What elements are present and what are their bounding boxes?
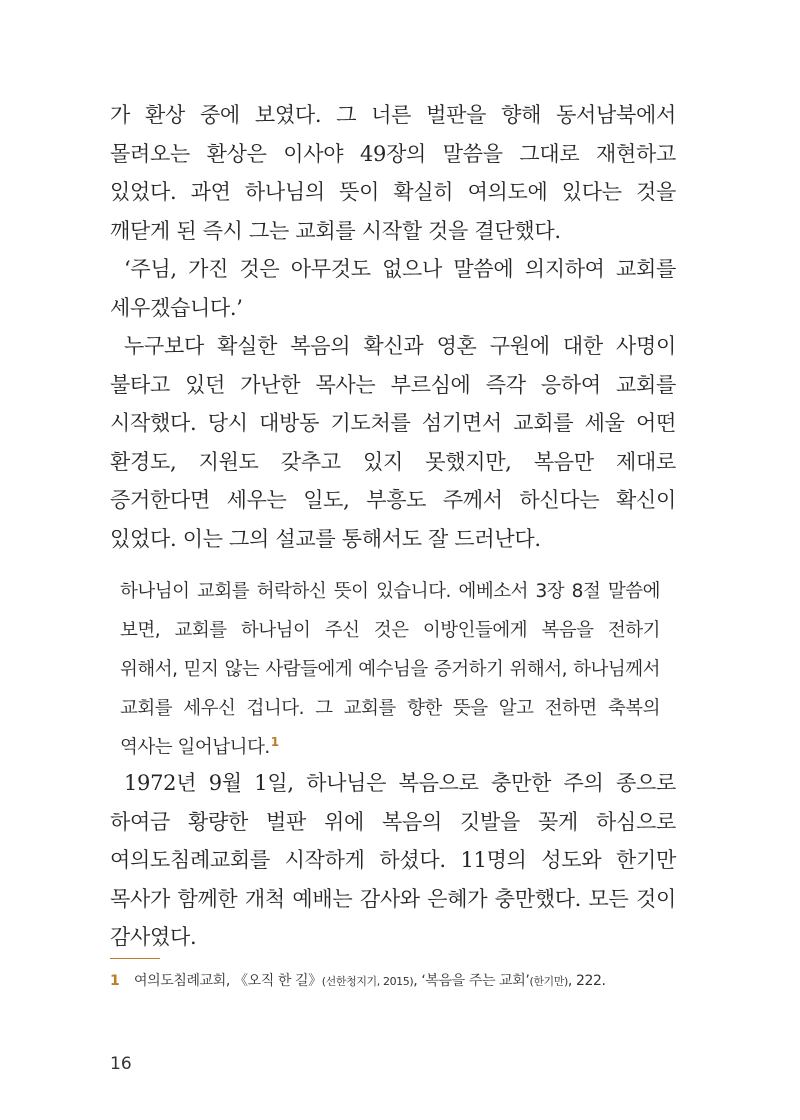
page-number: 16 xyxy=(110,1054,132,1074)
sermon-quote xyxy=(120,572,660,767)
footnote-page: , 222. xyxy=(567,973,606,989)
paragraph-prayer: ‘주님, 가진 것은 아무것도 없으나 말씀에 의지하여 교회를 세우겠습니다.’ xyxy=(110,257,676,320)
paragraph-vision: 가 환상 중에 보였다. 그 너른 벌판을 향해 동서남북에서 몰려오는 환상은 이사야 49장의 말씀을 그대로 재현하고 있었다. 과연 하나님의 뜻이 확실히 여의도에 있다는 것을 깨닫게 된 즉시 그는 교회를 시작할 것을 결단했다. xyxy=(110,103,676,243)
footnote-number: 1 xyxy=(110,973,120,989)
footnote-chapter: , ‘복음을 주는 교회’ xyxy=(413,973,530,989)
footnote-source-title: 여의도침례교회, 《오직 한 길》 xyxy=(134,973,322,989)
sermon-quote-body: 하나님이 교회를 허락하신 뜻이 있습니다. 에베소서 3장 8절 말씀에 보면, 교회를 하나님이 주신 것은 이방인들에게 복음을 전하기 위해서, 믿지 않는 사람들에게 예수님을 증거하기 위해서, 하나님께서 교회를 세우신 겁니다. 그 교회를 향한 뜻을 알고 전하면 축복의 역사는 일어납니다. xyxy=(120,581,660,758)
body-section-bottom xyxy=(110,764,676,957)
paragraph-founding: 1972년 9월 1일, 하나님은 복음으로 충만한 주의 종으로 하여금 황량한 벌판 위에 복음의 깃발을 꽂게 하심으로 여의도침례교회를 시작하게 하셨다. 11명의 성도와 한기만 목사가 함께한 개척 예배는 감사와 은혜가 충만했다. 모든 것이 감사였다. xyxy=(110,771,676,949)
footnote-reference: 1 xyxy=(270,734,279,749)
footnote-author: (한기만) xyxy=(529,975,568,988)
footnote-publisher: (선한청지기, 2015) xyxy=(321,975,414,988)
paragraph-calling: 누구보다 확실한 복음의 확신과 영혼 구원에 대한 사명이 불타고 있던 가난한 목사는 부르심에 즉각 응하여 교회를 시작했다. 당시 대방동 기도처를 섬기면서 교회를 세울 어떤 환경도, 지원도 갖추고 있지 못했지만, 복음만 제대로 증거한다면 세우는 일도, 부흥도 주께서 하신다는 확신이 있었다. 이는 그의 설교를 통해서도 잘 드러난다. xyxy=(110,334,676,551)
body-section-top xyxy=(110,96,676,558)
footnote-divider xyxy=(110,958,160,959)
footnote xyxy=(110,970,690,990)
sermon-quote-text xyxy=(120,572,660,767)
